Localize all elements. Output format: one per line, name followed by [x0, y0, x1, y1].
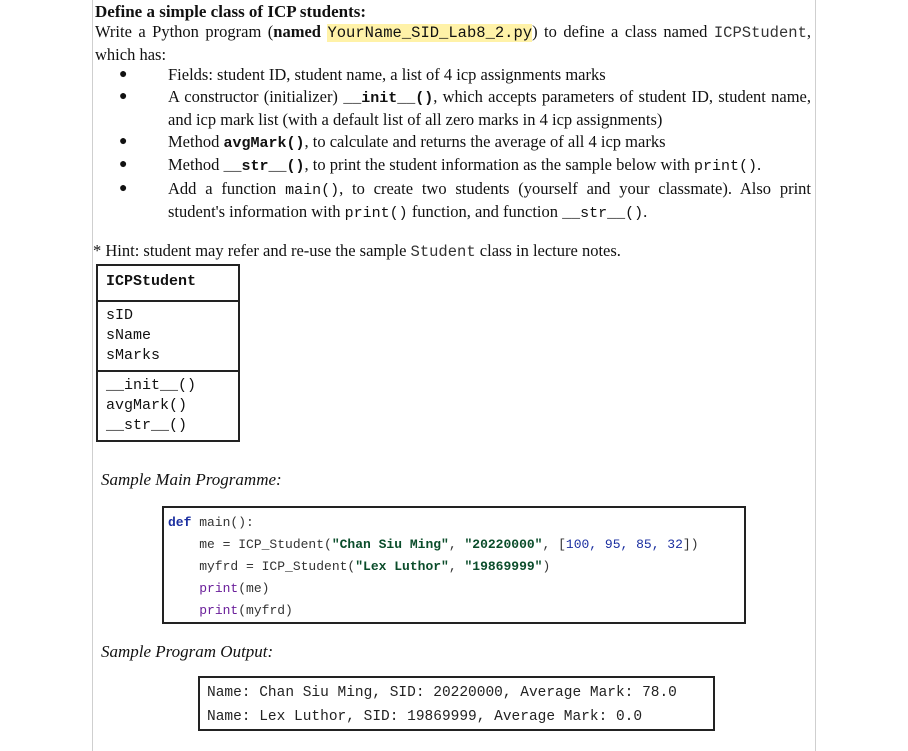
output-line: Name: Lex Luthor, SID: 19869999, Average Mark: 0.0: [207, 709, 643, 725]
list-item: [95, 64, 811, 86]
req-ctor-code: __init__(): [343, 89, 434, 107]
code-string: "Chan Siu Ming": [331, 537, 449, 552]
sample-output-label: Sample Program Output:: [101, 642, 274, 661]
code-text: ): [542, 559, 551, 574]
code-keyword: def: [168, 515, 192, 530]
code-text: ]): [682, 537, 699, 552]
req-ctor-desc: , which accepts parameters of student ID, student name, and icp mark list (with a default list of all zero marks in 4 icp assignments): [168, 86, 811, 129]
sample-output-box: [198, 676, 715, 731]
intro-text-3: , which has:: [95, 22, 812, 64]
code-line: [168, 556, 744, 578]
code-function: print: [199, 603, 239, 618]
bullet-icon: ●: [119, 88, 128, 104]
req-main-desc: , to create two students (yourself and your classmate). Also print student's information with: [168, 178, 812, 221]
list-item: [95, 86, 811, 131]
sample-main-label: Sample Main Programme:: [101, 470, 282, 489]
uml-methods: [98, 372, 238, 440]
code-function: print: [199, 581, 239, 596]
req-fields: Fields: student ID, student name, a list of 4 icp assignments marks: [168, 65, 606, 84]
req-avg-desc: , to calculate and returns the average of all 4 icp marks: [304, 131, 666, 151]
uml-class-name: ICPStudent: [98, 266, 238, 302]
sample-main-code: [162, 506, 746, 624]
intro-text-1: Write a Python program (: [95, 22, 274, 41]
req-str-code: __str__(): [223, 158, 305, 175]
code-line: [168, 534, 744, 556]
uml-fields: [98, 302, 238, 372]
code-string: "Lex Luthor": [355, 559, 449, 574]
intro-filename: YourName_SID_Lab8_2.py: [327, 24, 533, 42]
req-main-print: print(): [344, 205, 408, 222]
req-str-desc: , to print the student information as the sample below with: [304, 155, 694, 174]
code-numbers: 100, 95, 85, 32: [565, 537, 683, 552]
hint-part-1: * Hint: student may refer and re-use the sample: [93, 241, 411, 260]
code-line: [168, 600, 744, 622]
code-text: me = ICP_Student(: [168, 537, 332, 552]
req-ctor-text: A constructor (initializer): [168, 86, 344, 106]
intro-named-label: named: [273, 22, 321, 41]
code-text: main():: [191, 515, 254, 530]
req-main-str: __str__(): [562, 205, 644, 222]
uml-field: sMarks: [106, 347, 161, 364]
uml-field: sName: [106, 327, 152, 344]
req-main-code: main(): [285, 181, 340, 199]
hint-part-2: class in lecture notes.: [475, 241, 621, 260]
code-indent: [168, 581, 199, 596]
bullet-icon: ●: [119, 67, 128, 82]
requirements-list: [95, 64, 811, 225]
bullet-icon: ●: [119, 157, 128, 172]
code-string: "20220000": [464, 537, 543, 552]
intro-text-2: ) to define a class named: [532, 22, 708, 41]
req-main-end: .: [643, 202, 648, 221]
code-line: [168, 578, 744, 600]
bullet-icon: ●: [119, 133, 128, 149]
code-text: (me): [238, 581, 270, 596]
code-text: myfrd = ICP_Student(: [168, 559, 356, 574]
hint-classname: Student: [410, 243, 476, 261]
code-indent: [168, 603, 199, 618]
code-text: ,: [448, 537, 465, 552]
list-item: [95, 178, 811, 225]
req-avg-text: Method: [168, 131, 224, 151]
hint-text: [93, 241, 621, 261]
req-main-desc-2: function, and function: [407, 202, 563, 221]
req-str-end: .: [757, 155, 762, 174]
code-string: "19869999": [464, 559, 543, 574]
uml-method: avgMark(): [106, 397, 188, 414]
uml-field: sID: [106, 307, 134, 324]
req-str-text: Method: [168, 155, 224, 174]
intro-classname: ICPStudent: [713, 24, 807, 42]
uml-method: __str__(): [106, 417, 188, 434]
req-str-print: print(): [694, 158, 758, 175]
exercise-title: Define a simple class of ICP students:: [95, 2, 367, 21]
intro-paragraph: [95, 21, 811, 65]
uml-method: __init__(): [106, 377, 197, 394]
req-main-text: Add a function: [168, 178, 286, 198]
req-avg-code: avgMark(): [223, 134, 305, 152]
code-line: [168, 512, 744, 534]
list-item: [95, 154, 811, 178]
code-text: (myfrd): [238, 603, 293, 618]
code-text: , [: [542, 537, 566, 552]
list-item: [95, 131, 811, 155]
bullet-icon: ●: [119, 180, 128, 196]
uml-class-diagram: [96, 264, 240, 442]
code-text: ,: [448, 559, 465, 574]
output-line: Name: Chan Siu Ming, SID: 20220000, Average Mark: 78.0: [207, 685, 677, 701]
